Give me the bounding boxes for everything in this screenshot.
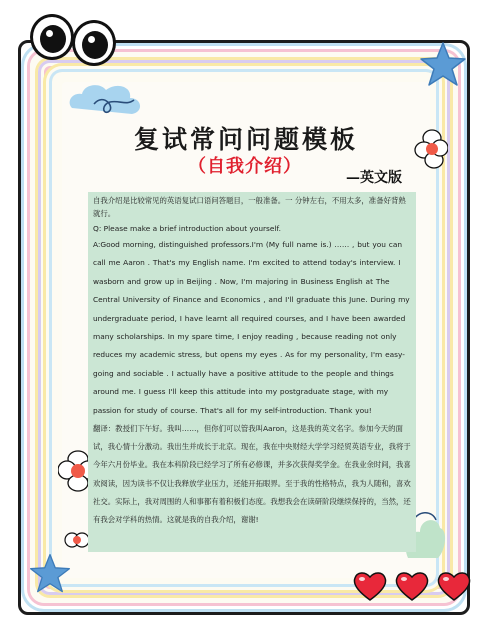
version-tag: —英文版 bbox=[346, 170, 402, 186]
intro-paragraph: 自我介绍是比较常见的英语复试口语问答题目，一般准备。一 分钟左右，不用太多，准备好背熟就行。 bbox=[93, 196, 406, 218]
heart-icon bbox=[436, 570, 472, 602]
heart-icon bbox=[352, 570, 388, 602]
flower-icon bbox=[64, 528, 90, 552]
cloud-icon bbox=[64, 78, 154, 118]
translation-paragraph: 翻译：教授们下午好。我叫……，但你们可以管我叫Aaron，这是我的英文名字。参加今天的面试，我心情十分激动。我出生并成长于北京。现在，我在中央财经大学学习经贸英语专业，我将于今年六月份毕业。我在本科阶段已经学习了所有必修课，并多次获得奖学金。在我业余时间，我喜欢阅读，因为读书不仅让我释放学业压力，还能开拓眼界。至于我的性格特点，我为人随和，喜欢社交。实际上，我对周围的人和事都有着积极们态度。我想我会在读研阶段继续保持的，当然，还有我会对学科的热情。这就是我的自我介绍，谢谢! bbox=[93, 424, 411, 525]
content-panel bbox=[88, 192, 416, 552]
star-icon bbox=[28, 552, 72, 596]
heart-icon bbox=[394, 570, 430, 602]
page-title: 复试常问问题模板 bbox=[133, 125, 358, 154]
question-line: Q: Please make a brief introduction about yourself. bbox=[93, 224, 281, 233]
left-eye-icon bbox=[30, 14, 74, 60]
right-eye-icon bbox=[72, 20, 116, 66]
star-icon bbox=[418, 40, 468, 90]
answer-paragraph: A:Good morning, distinguished professors.I'm (My full name is.) …… , but you can call me Aaron . That's my English name. I'm excited to attend today's interview. I wasborn and grow up in Beijing . Now, I'm majoring in Business English at The Central University of Finance and Economics , and I'll graduate this June. During my undergraduate period, I have learnt all required courses, and I have been awarded many scholarships. In my spare time, I enjoy reading , because reading not only reduces my academic stress, but opens my eyes . As for my personality, I'm easy-going and sociable . I actually have a positive attitude to the people and things around me. I guess I'll keep this attitude into my postgraduate stage, with my passion for study of course. That's all for my self-introduction. Thank you! bbox=[93, 240, 410, 415]
page-subtitle: （自我介绍） bbox=[188, 156, 302, 177]
